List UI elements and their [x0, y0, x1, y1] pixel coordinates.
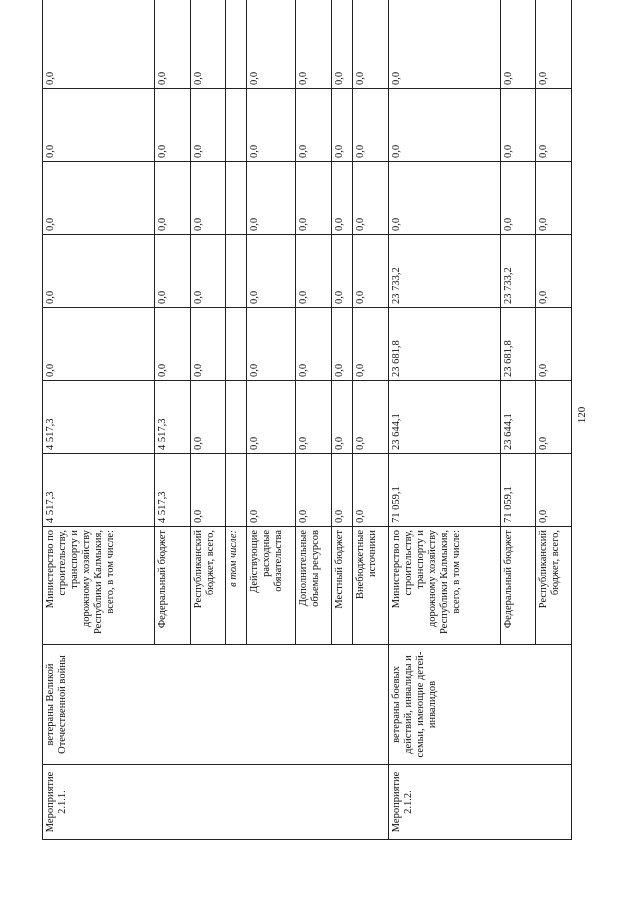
value-cell: 0,0 — [190, 381, 226, 454]
value-cell: 23 681,8 — [500, 308, 536, 381]
value-cell — [226, 308, 246, 381]
source-label-cell: Республиканский бюджет, всего, — [190, 527, 226, 645]
value-cell: 0,0 — [190, 235, 226, 308]
value-cell: 0,0 — [296, 235, 332, 308]
value-cell: 4 517,3 — [43, 454, 155, 527]
value-cell: 0,0 — [190, 308, 226, 381]
value-cell: 0,0 — [155, 162, 191, 235]
value-cell: 0,0 — [500, 89, 536, 162]
source-label-cell: Местный бюджет — [331, 527, 352, 645]
value-cell: 0,0 — [296, 0, 332, 89]
page-number: 120 — [576, 406, 588, 424]
value-cell: 0,0 — [353, 162, 389, 235]
value-cell: 0,0 — [43, 162, 155, 235]
value-cell: 0,0 — [353, 381, 389, 454]
value-cell: 0,0 — [331, 381, 352, 454]
value-cell: 0,0 — [246, 235, 296, 308]
value-cell: 0,0 — [246, 381, 296, 454]
value-cell: 0,0 — [190, 162, 226, 235]
value-cell: 0,0 — [190, 89, 226, 162]
subject-cell: ветераны Великой Отечественной войны — [43, 645, 389, 765]
value-cell: 71 059,1 — [500, 454, 536, 527]
value-cell: 0,0 — [536, 454, 572, 527]
table-body — [43, 0, 572, 840]
table-row — [43, 0, 155, 840]
value-cell: 0,0 — [296, 381, 332, 454]
value-cell: 0,0 — [296, 162, 332, 235]
value-cell: 0,0 — [296, 89, 332, 162]
value-cell: 23 733,2 — [500, 235, 536, 308]
value-cell: 0,0 — [353, 0, 389, 89]
value-cell: 71 059,1 — [388, 454, 500, 527]
value-cell: 0,0 — [536, 381, 572, 454]
value-cell: 0,0 — [331, 308, 352, 381]
value-cell: 0,0 — [155, 89, 191, 162]
value-cell: 0,0 — [500, 162, 536, 235]
value-cell: 0,0 — [331, 235, 352, 308]
source-label-cell: Федеральный бюджет — [500, 527, 536, 645]
measure-cell: Мероприятие 2.1.2. — [388, 765, 571, 840]
value-cell — [226, 162, 246, 235]
value-cell: 0,0 — [190, 0, 226, 89]
table-row — [388, 0, 500, 840]
value-cell: 0,0 — [43, 308, 155, 381]
measure-cell: Мероприятие 2.1.1. — [43, 765, 389, 840]
value-cell: 0,0 — [353, 235, 389, 308]
value-cell: 0,0 — [246, 89, 296, 162]
subject-cell: ветераны боевых действий, инвалиды и семьи, имеющие детей-инвалидов — [388, 645, 571, 765]
value-cell: 0,0 — [43, 89, 155, 162]
value-cell: 4 517,3 — [43, 381, 155, 454]
value-cell — [226, 381, 246, 454]
value-cell: 0,0 — [331, 454, 352, 527]
source-label-cell: Внебюджетные источники — [353, 527, 389, 645]
value-cell — [226, 0, 246, 89]
value-cell: 0,0 — [536, 89, 572, 162]
value-cell: 0,0 — [331, 89, 352, 162]
source-label-cell: Дополнительные объемы ресурсов — [296, 527, 332, 645]
value-cell: 0,0 — [388, 0, 500, 89]
rotated-page — [42, 20, 572, 840]
value-cell: 23 733,2 — [388, 235, 500, 308]
value-cell: 0,0 — [331, 162, 352, 235]
source-label-cell: Федеральный бюджет — [155, 527, 191, 645]
source-label-cell: Действующие расходные обязательства — [246, 527, 296, 645]
value-cell: 0,0 — [353, 308, 389, 381]
value-cell: 0,0 — [155, 0, 191, 89]
source-label-cell: Республиканский бюджет, всего, — [536, 527, 572, 645]
source-label-cell: в том числе: — [226, 527, 246, 645]
value-cell: 0,0 — [536, 308, 572, 381]
value-cell: 0,0 — [246, 162, 296, 235]
value-cell: 0,0 — [155, 308, 191, 381]
source-label-cell: Министерство по строительству, транспорту и дорожному хозяйству Республики Калмыкия, всего, в том числе: — [43, 527, 155, 645]
value-cell: 0,0 — [388, 89, 500, 162]
value-cell: 0,0 — [536, 162, 572, 235]
value-cell: 0,0 — [296, 308, 332, 381]
value-cell: 0,0 — [500, 0, 536, 89]
value-cell: 0,0 — [296, 454, 332, 527]
value-cell: 23 644,1 — [500, 381, 536, 454]
value-cell: 0,0 — [43, 235, 155, 308]
value-cell — [226, 89, 246, 162]
value-cell: 23 681,8 — [388, 308, 500, 381]
value-cell: 0,0 — [331, 0, 352, 89]
value-cell: 0,0 — [536, 0, 572, 89]
value-cell: 23 644,1 — [388, 381, 500, 454]
value-cell: 0,0 — [353, 454, 389, 527]
value-cell — [226, 235, 246, 308]
value-cell: 0,0 — [246, 0, 296, 89]
value-cell: 0,0 — [536, 235, 572, 308]
value-cell: 0,0 — [155, 235, 191, 308]
value-cell: 0,0 — [190, 454, 226, 527]
value-cell: 0,0 — [246, 454, 296, 527]
value-cell: 4 517,3 — [155, 454, 191, 527]
value-cell: 0,0 — [388, 162, 500, 235]
value-cell: 0,0 — [353, 89, 389, 162]
value-cell — [226, 454, 246, 527]
budget-table — [42, 0, 572, 840]
source-label-cell: Министерство по строительству, транспорту и дорожному хозяйству Республики Калмыкия, всего, в том числе: — [388, 527, 500, 645]
value-cell: 4 517,3 — [155, 381, 191, 454]
value-cell: 0,0 — [246, 308, 296, 381]
value-cell: 0,0 — [43, 0, 155, 89]
